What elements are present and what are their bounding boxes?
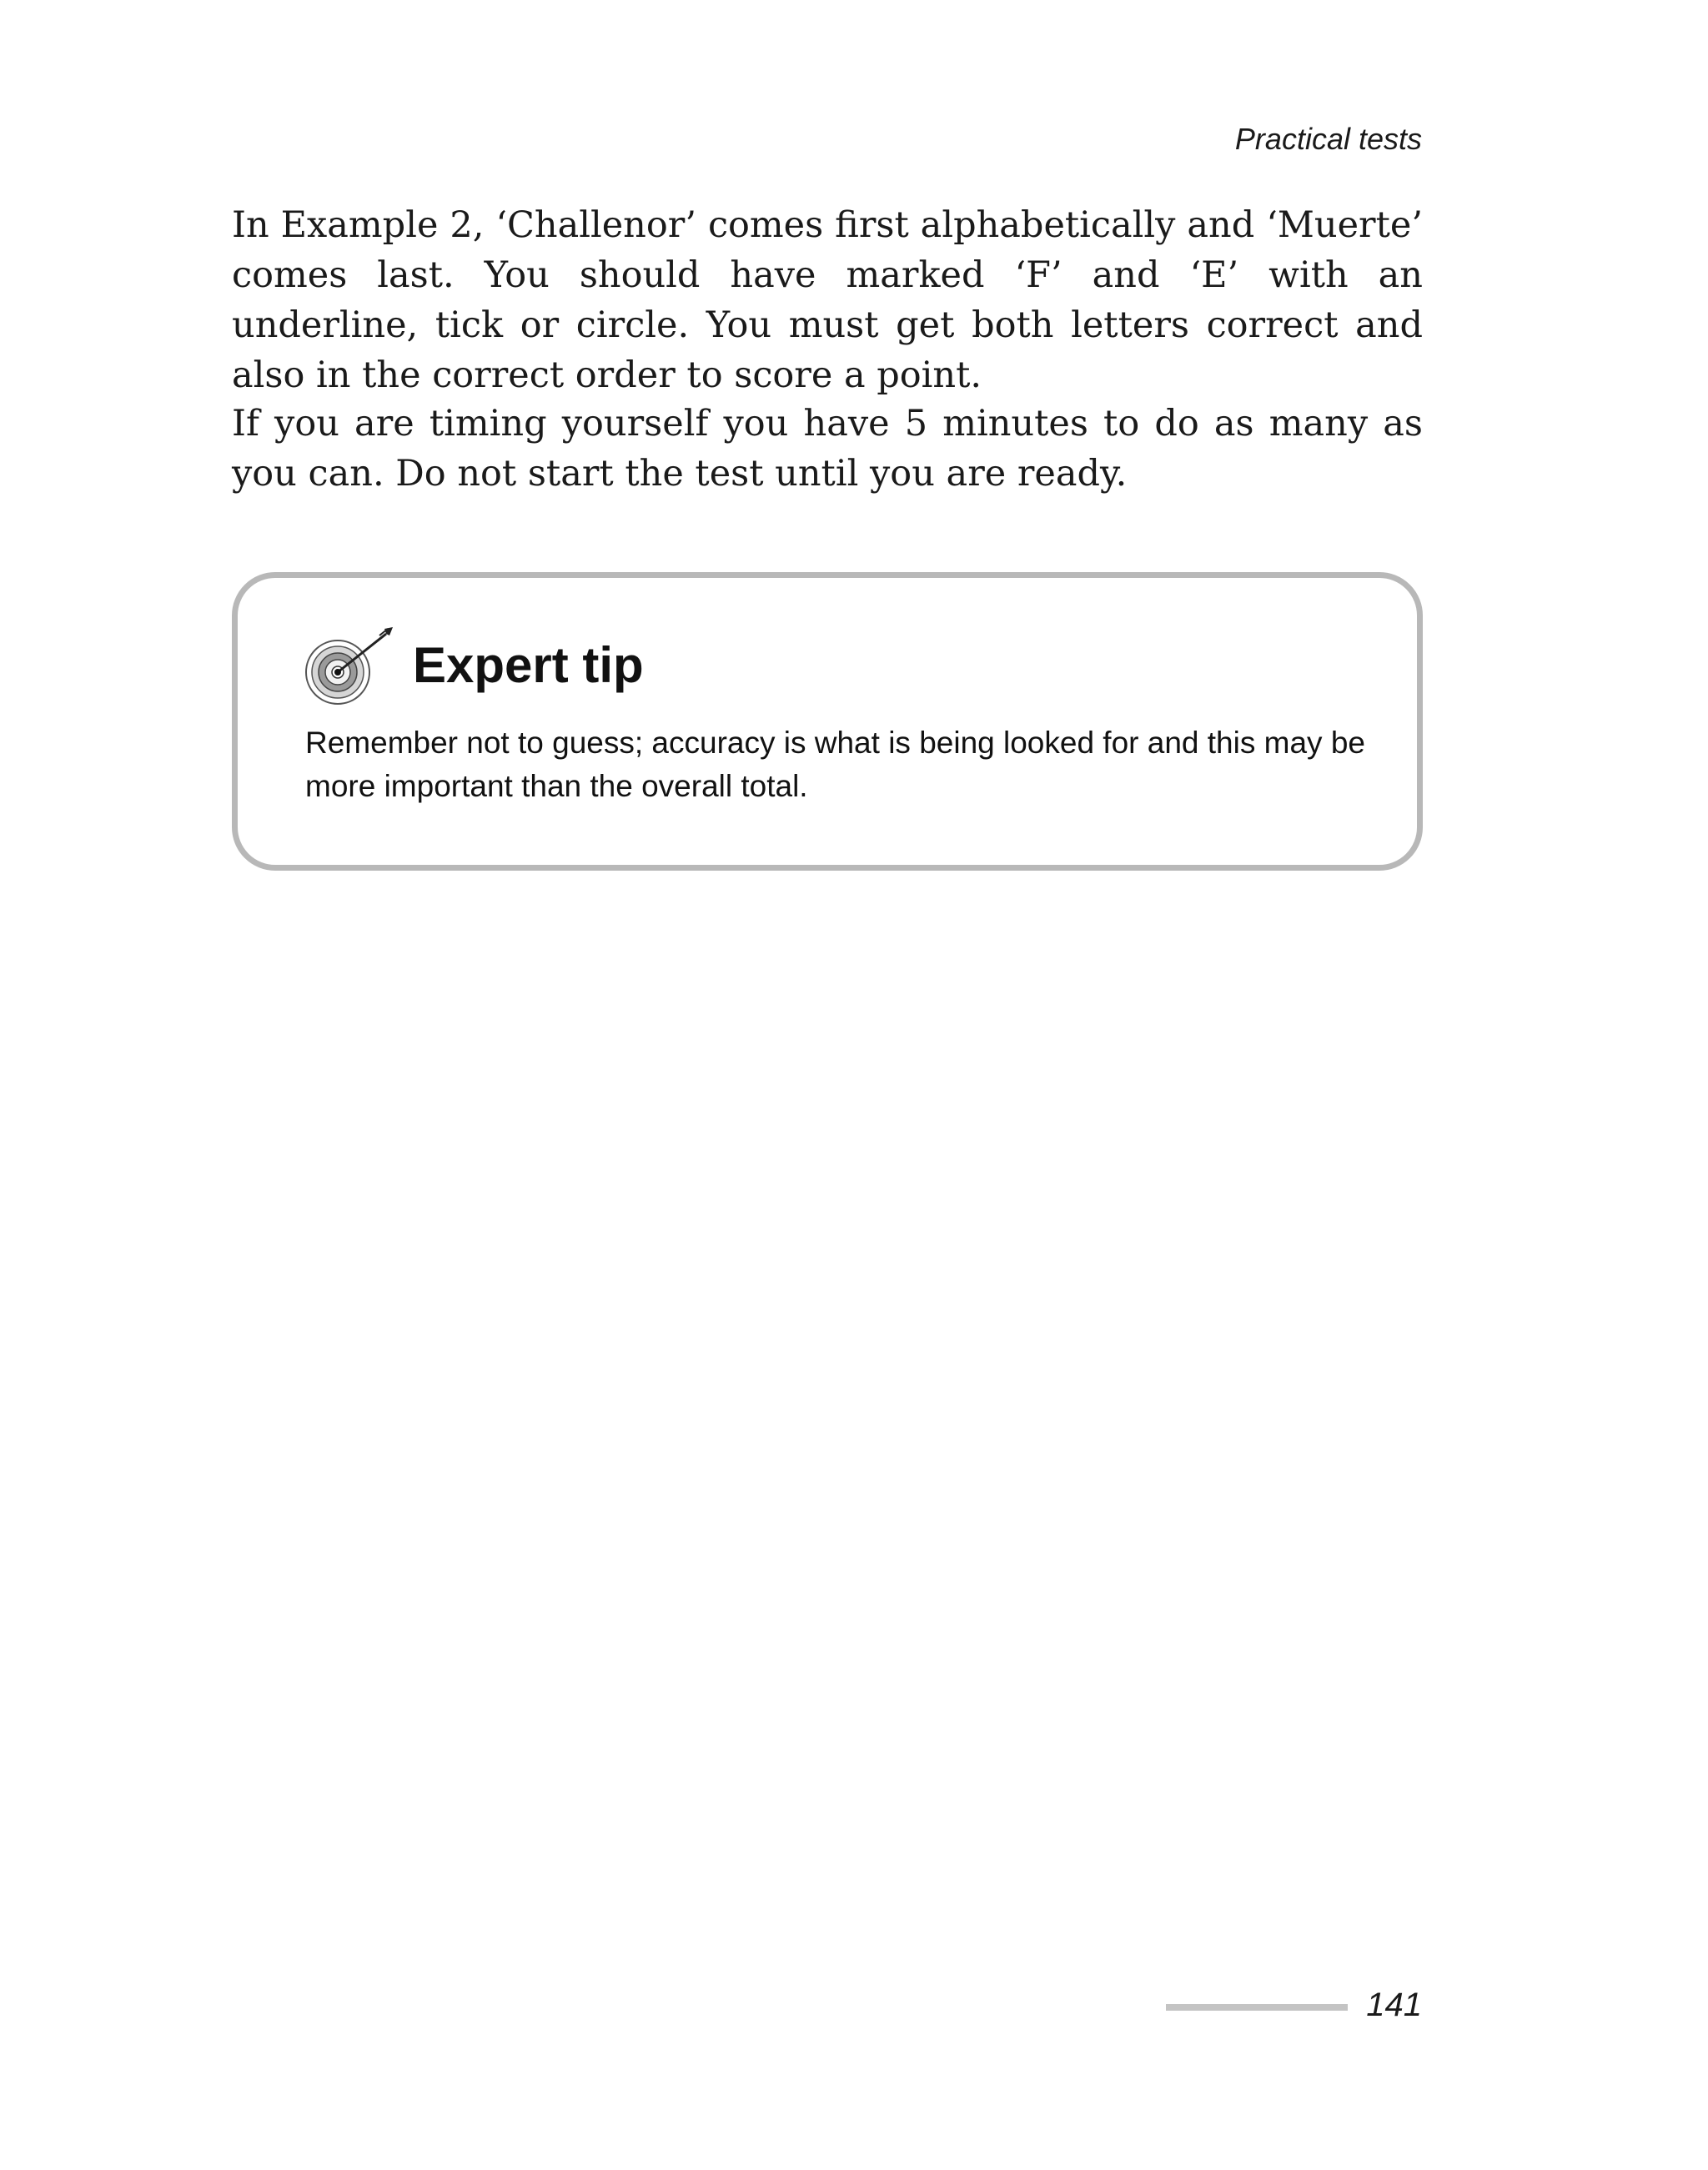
expert-tip-box bbox=[232, 572, 1423, 871]
body-paragraph: If you are timing yourself you have 5 minutes to do as many as you can. Do not start the test until you are ready. bbox=[232, 403, 1423, 495]
page-number: 141 bbox=[1366, 1987, 1422, 2023]
target-icon bbox=[304, 624, 396, 707]
footer-rule bbox=[1166, 2004, 1348, 2011]
tip-title: Expert tip bbox=[413, 637, 644, 693]
body-paragraph: In Example 2, ‘Challenor’ comes first alphabetically and ‘Muerte’ comes last. You should have marked ‘F’ and ‘E’ with an underline, tick or circle. You must get both letters correct and also in the correct order to score a point. bbox=[232, 204, 1423, 396]
running-head: Practical tests bbox=[1234, 122, 1422, 156]
tip-text: Remember not to guess; accuracy is what is being looked for and this may be more important than the overall total. bbox=[305, 726, 1365, 803]
tip-header bbox=[304, 624, 644, 707]
